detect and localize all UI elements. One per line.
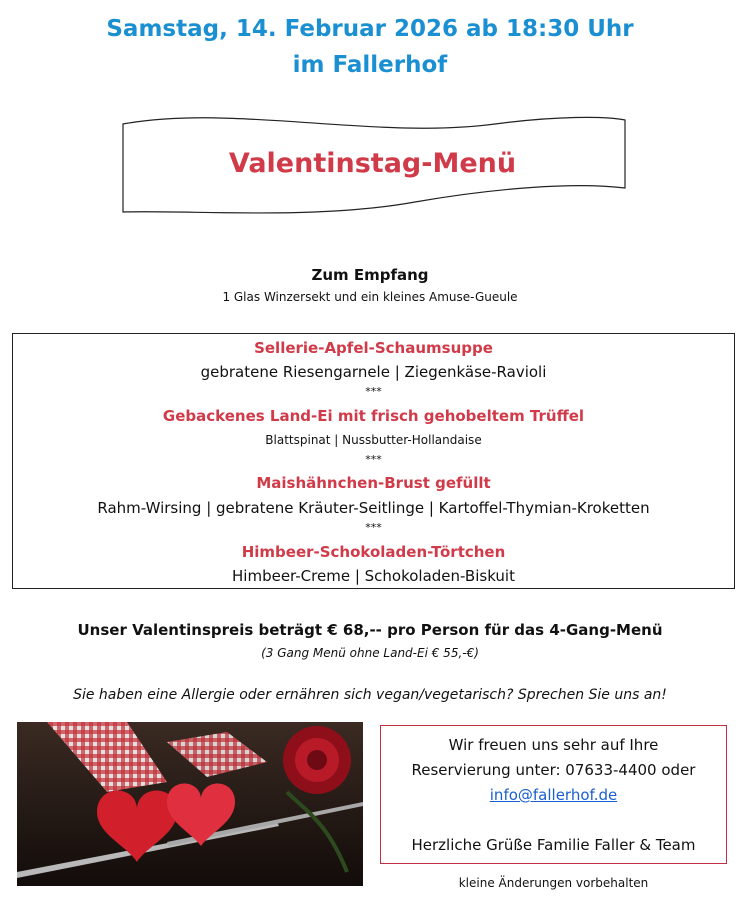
reception-text: 1 Glas Winzersekt und ein kleines Amuse-Gueule <box>222 290 518 304</box>
course-description: gebratene Riesengarnele | Ziegenkäse-Ravioli <box>200 363 547 381</box>
allergy-note: Sie haben eine Allergie oder ernähren sich vegan/vegetarisch? Sprechen Sie uns an! <box>73 687 667 703</box>
footnote: kleine Änderungen vorbehalten <box>458 876 649 890</box>
event-date-line: Samstag, 14. Februar 2026 ab 18:30 Uhr <box>106 16 634 42</box>
course-description: Rahm-Wirsing | gebratene Kräuter-Seitlinge | Kartoffel-Thymian-Kroketten <box>97 499 650 517</box>
contact-box <box>380 725 727 864</box>
valentine-photo <box>17 722 363 886</box>
course-separator: *** <box>365 385 382 398</box>
price-line: Unser Valentinspreis beträgt € 68,-- pro Person für das 4-Gang-Menü <box>77 621 663 639</box>
course-separator: *** <box>365 521 382 534</box>
course-title: Gebackenes Land-Ei mit frisch gehobeltem Trüffel <box>162 407 585 425</box>
course-title: Maishähnchen-Brust gefüllt <box>256 474 491 492</box>
email-link[interactable]: info@fallerhof.de <box>489 786 618 804</box>
price-note: (3 Gang Menü ohne Land-Ei € 55,-€) <box>261 646 479 660</box>
course-separator: *** <box>365 453 382 466</box>
menu-title: Valentinstag-Menü <box>228 148 517 179</box>
greeting-line: Herzliche Grüße Familie Faller & Team <box>411 836 696 854</box>
contact-line-2: Reservierung unter: 07633-4400 oder <box>411 761 696 779</box>
menu-box <box>12 333 735 589</box>
course-description: Blattspinat | Nussbutter-Hollandaise <box>265 433 482 447</box>
contact-line-1: Wir freuen uns sehr auf Ihre <box>448 736 659 754</box>
course-title: Sellerie-Apfel-Schaumsuppe <box>254 339 493 357</box>
event-place-line: im Fallerhof <box>292 52 448 78</box>
course-title: Himbeer-Schokoladen-Törtchen <box>241 543 506 561</box>
course-description: Himbeer-Creme | Schokoladen-Biskuit <box>232 567 515 585</box>
reception-title: Zum Empfang <box>311 266 429 284</box>
